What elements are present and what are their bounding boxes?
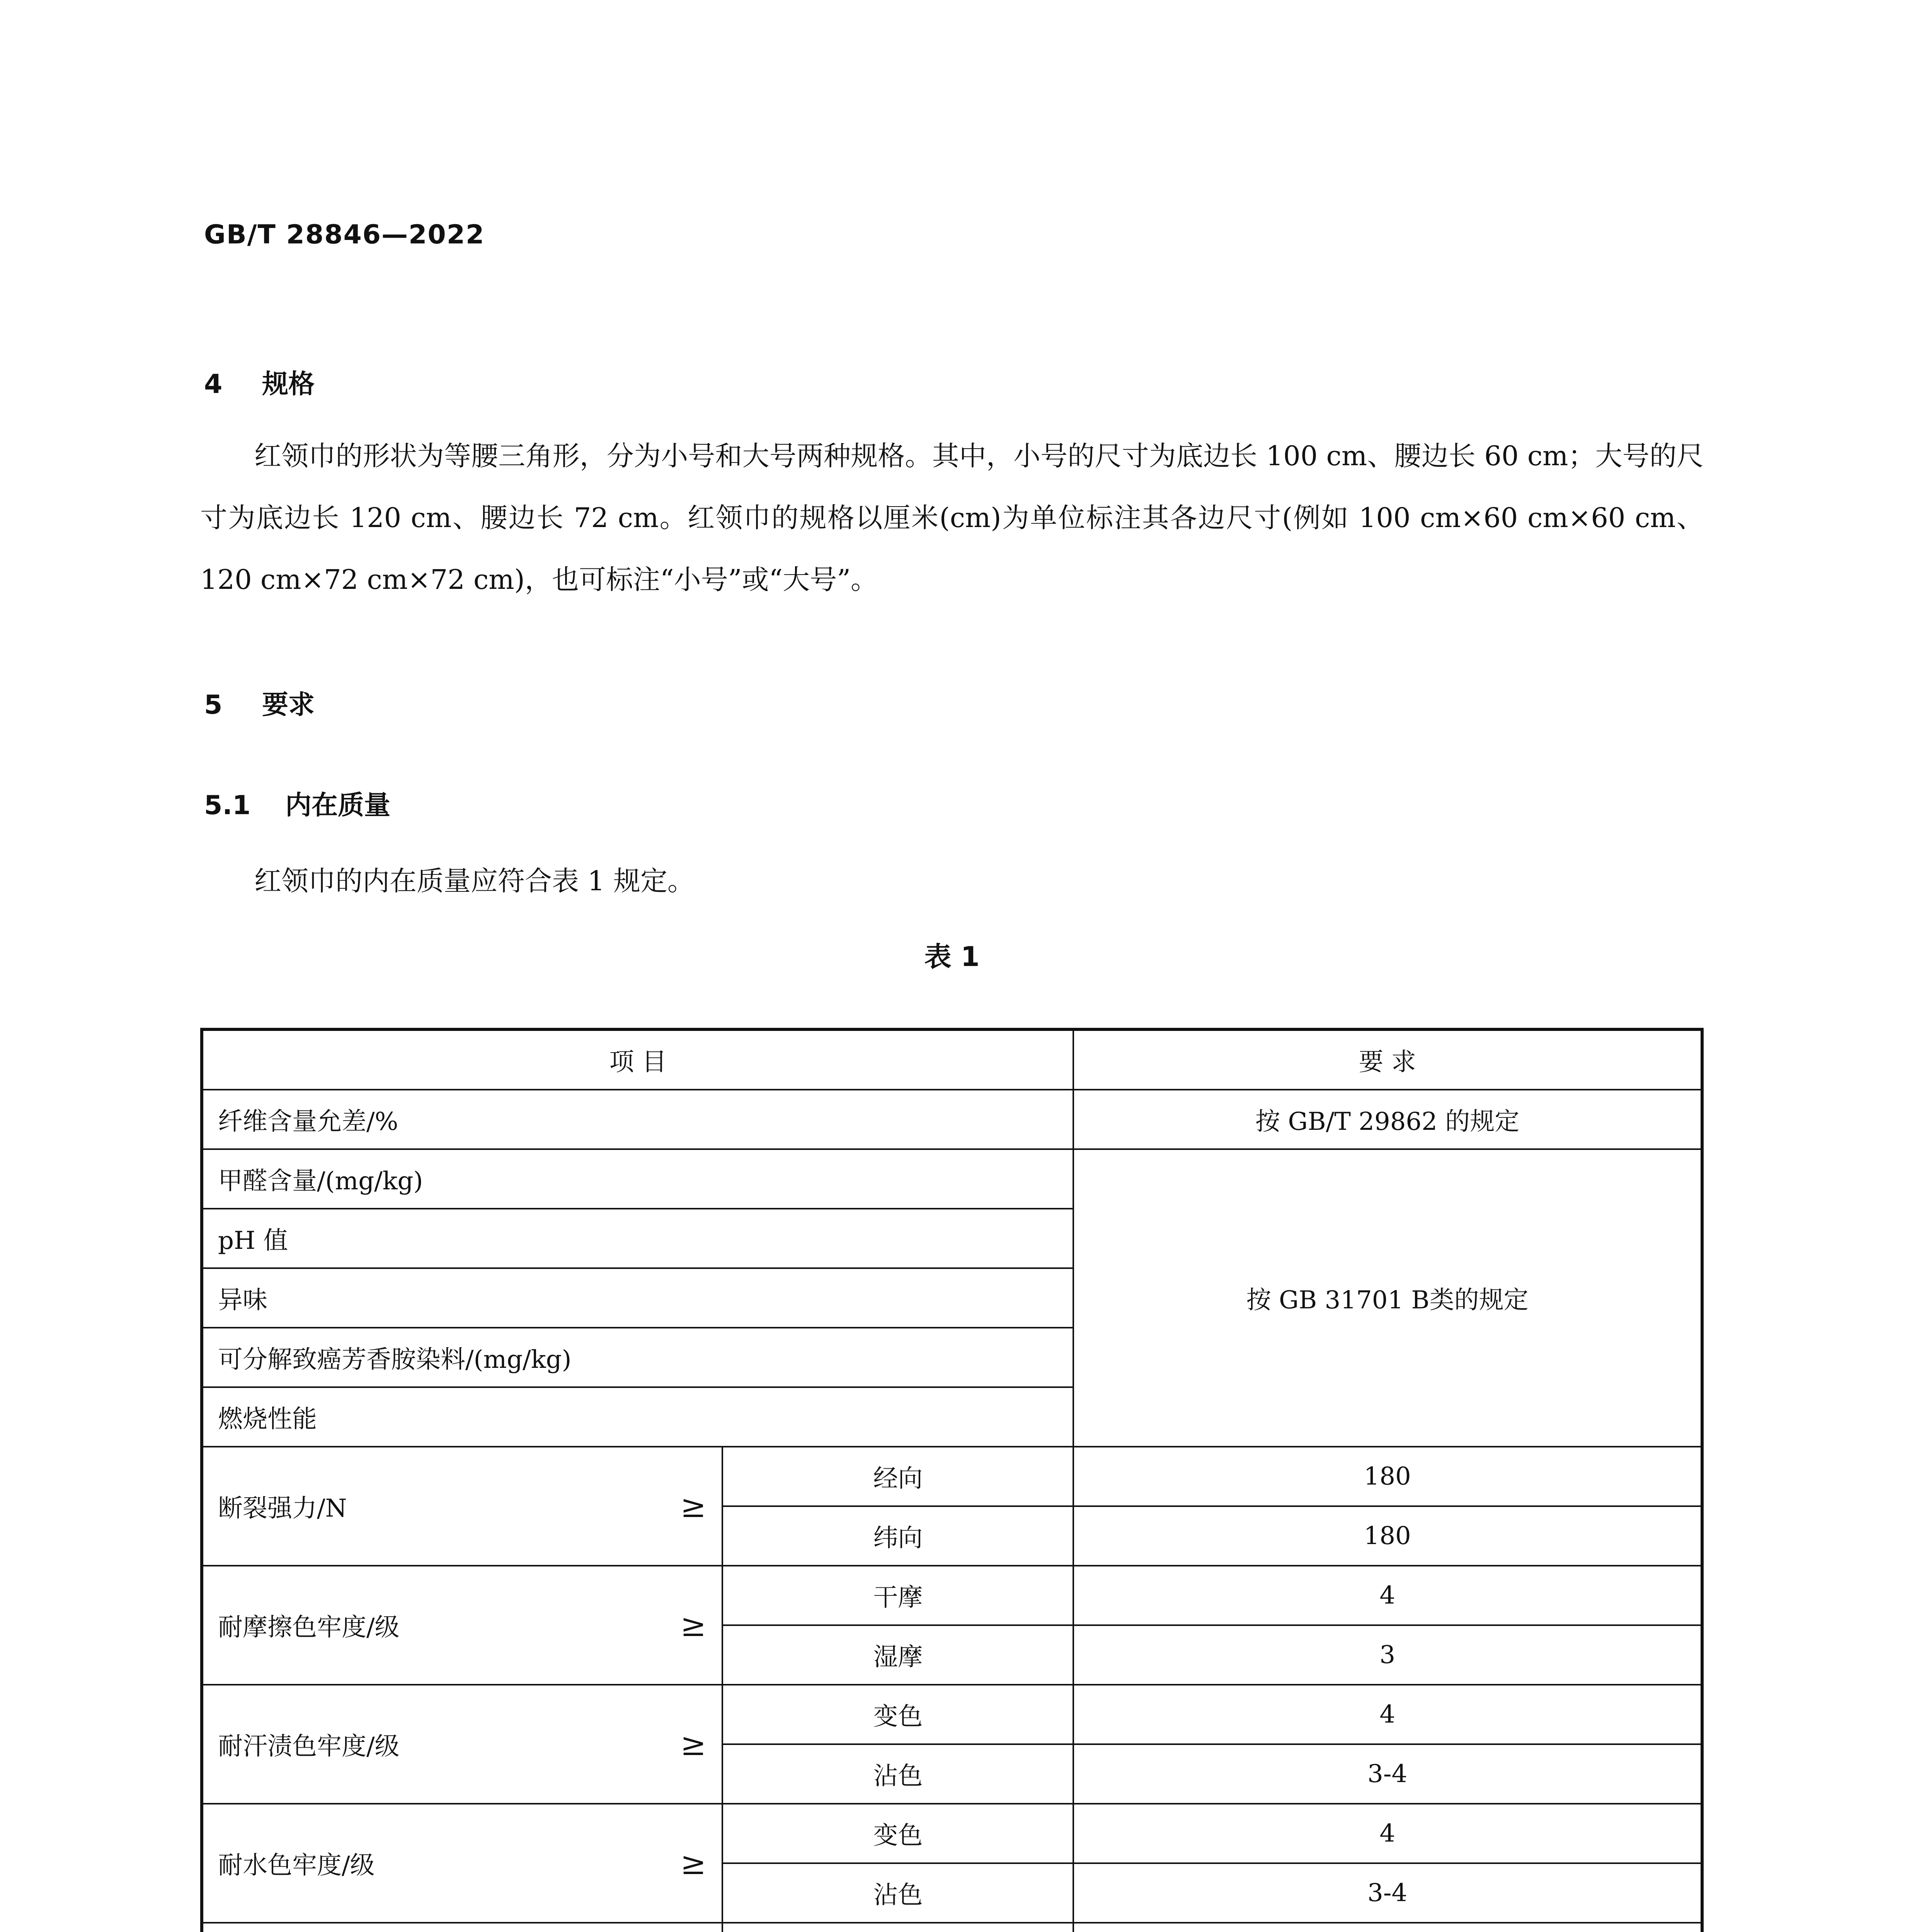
section-title: 内在质量 [285,790,391,821]
section-4-paragraph [200,425,1704,611]
section-title: 规格 [262,369,315,400]
requirements-table [200,1028,1704,1932]
sub-item-cell: 湿摩 [722,1625,1073,1685]
value-cell: 4 [1073,1685,1702,1744]
item-cell: 纤维含量允差/% [202,1090,1073,1149]
greater-equal-sign: ≥ [680,1845,707,1881]
sub-item-cell: 变色 [722,1804,1073,1863]
item-cell [202,1923,722,1932]
requirement-cell: 按 GB 31701 B类的规定 [1073,1149,1702,1447]
item-cell: pH 值 [202,1209,1073,1268]
item-cell: 断裂强力/N ≥ [202,1447,722,1566]
sub-item-cell: 沾色 [722,1863,1073,1923]
greater-equal-sign: ≥ [680,1607,707,1643]
section-number: 5.1 [204,790,251,821]
value-cell [1073,1923,1702,1932]
sub-item-cell: 干摩 [722,1566,1073,1625]
sub-item-cell: 纬向 [722,1506,1073,1566]
item-cell: 异味 [202,1268,1073,1328]
table-row [202,1685,1702,1744]
table-row [202,1447,1702,1506]
value-cell: 4 [1073,1566,1702,1625]
item-cell: 耐汗渍色牢度/级 ≥ [202,1685,722,1804]
table-row [202,1149,1702,1209]
table-row [202,1090,1702,1149]
section-5-1-heading [204,784,390,822]
value-cell: 3-4 [1073,1744,1702,1804]
section-5-1-paragraph [200,850,1704,912]
requirement-cell: 按 GB/T 29862 的规定 [1073,1090,1702,1149]
value-cell: 3 [1073,1625,1702,1685]
sub-item-cell: 变色 [722,1685,1073,1744]
item-cell: 燃烧性能 [202,1387,1073,1447]
value-cell: 180 [1073,1506,1702,1566]
value-cell: 3-4 [1073,1863,1702,1923]
section-number: 5 [204,690,223,720]
sub-item-cell: 经向 [722,1447,1073,1506]
section-number: 4 [204,369,223,400]
item-cell: 耐摩擦色牢度/级 ≥ [202,1566,722,1685]
table-row [202,1923,1702,1932]
sub-item-cell: 沾色 [722,1744,1073,1804]
value-cell: 4 [1073,1804,1702,1863]
document-code: GB/T 28846—2022 [204,219,485,250]
item-cell: 甲醛含量/(mg/kg) [202,1149,1073,1209]
value-cell: 180 [1073,1447,1702,1506]
table-caption: 表 1 [924,941,980,973]
table-header-row [202,1029,1702,1090]
section-title: 要求 [262,690,315,720]
paragraph-text: 红领巾的内在质量应符合表 1 规定。 [254,865,695,897]
item-cell: 可分解致癌芳香胺染料/(mg/kg) [202,1328,1073,1387]
greater-equal-sign: ≥ [680,1488,707,1524]
table-row [202,1804,1702,1863]
section-5-heading [204,684,315,721]
greater-equal-sign: ≥ [680,1726,707,1762]
table-row [202,1566,1702,1625]
item-cell: 耐水色牢度/级 ≥ [202,1804,722,1923]
paragraph-text: 红领巾的形状为等腰三角形，分为小号和大号两种规格。其中，小号的尺寸为底边长 100 cm、腰边长 60 cm；大号的尺寸为底边长 120 cm、腰边长 72 cm。红领巾的规格以厘米(cm)为单位标注其各边尺寸(例如 100 cm×60 cm×60 cm、120 cm×72 cm×72 cm)，也可标注“小号”或“大号”。 [200,440,1704,595]
header-requirement: 要 求 [1073,1029,1702,1090]
section-4-heading [204,363,315,401]
header-item: 项 目 [202,1029,1073,1090]
sub-item-cell [722,1923,1073,1932]
